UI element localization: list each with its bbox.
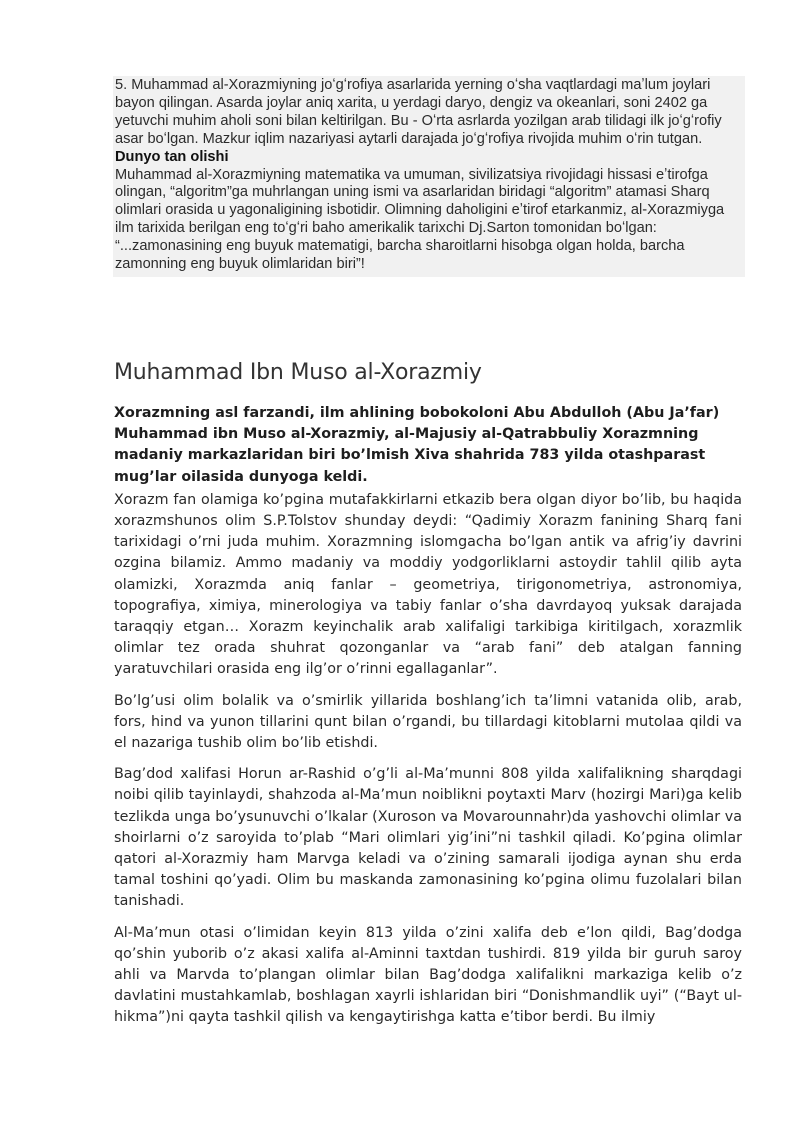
recognition-paragraph: Muhammad al-Xorazmiyning matematika va umuman, sivilizatsiya rivojidagi hissasi eʼtirofga olingan, “algoritm”ga muhrlangan uning ismi va asarlaridan biridagi “algoritm” atamasi Sharq olimlari orasida u yagonaligining isbotidir. Olimning daholigini eʼtirof etarkanmiz, al-Xorazmiyga ilm tarixida berilgan eng toʻgʻri baho amerikalik tarixchi Dj.Sarton tomonidan boʻlgan: “...zamonasining eng buyuk matematigi, barcha sharoitlarni hisobga olgan holda, barcha zamonning eng buyuk olimlaridan biri”! — [115, 166, 725, 273]
lead-paragraph: Xorazmning asl farzandi, ilm ahlining bobokoloni Abu Abdulloh (Abu Ja’far) Muhammad ibn Muso al-Xorazmiy, al-Majusiy al-Qatrabbuliy Xorazmning madaniy markazlaridan biri bo’lmish Xiva shahrida 783 yilda otashparast mug’lar oilasida dunyoga keldi. — [114, 405, 720, 485]
recognition-subheading: Dunyo tan olishi — [115, 148, 229, 165]
body-paragraph-3: Bag’dod xalifasi Horun ar-Rashid o’g’li al-Ma’munni 808 yilda xalifalikning sharqdagi noibi qilib tayinlaydi, shahzoda al-Ma’mun noiblikni poytaxti Marv (hozirgi Mari)ga kelib tezlikda unga bo’ysunuvchi o’lkalar (Xuroson va Movarounnahr)da yashovchi olimlar va shoirlarni o’z saroyida to’plab “Mari olimlari yig’ini”ni tashkil qiladi. Ko’pgina olimlar qatori al-Xorazmiy ham Marvga keladi va o’zining samarali ijodiga aynan shu erda tamal toshini qo’yadi. Olim bu maskanda zamonasining ko’pgina olimu fuzolalari bilan tanishadi. — [114, 766, 742, 910]
body-paragraph-4: Al-Ma’mun otasi o’limidan keyin 813 yilda o’zini xalifa deb e’lon qildi, Bag’dodga qo’shin yuborib o’z akasi xalifa al-Aminni taxtdan tushirdi. 819 yilda bir guruh saroy ahli va Marvda to’plangan olimlar bilan Bag’dodga xalifalikni markaziga kelib o’z davlatini mustahkamlab, boshlagan xayrli ishlaridan biri “Donishmandlik uyi” (“Bayt ul-hikma”)ni qayta tashkil qilish va kengaytirishga katta e’tibor berdi. Bu ilmiy — [114, 924, 742, 1026]
body-paragraph-1: Xorazm fan olamiga ko’pgina mutafakkirlarni etkazib bera olgan diyor bo’lib, bu haqida xorazmshunos olim S.P.Tolstov shunday deydi: “Qadimiy Xorazm fanining Sharq fani tarixidagi o’rni juda muhim. Xorazmning islomgacha bo’lgan antik va afrig’iy davrini ozgina bilamiz. Ammo madaniy va moddiy yodgorliklarni astoydir tahlil qilib ayta olamizki, Xorazmda aniq fanlar – geometriya, tirigonometriya, astronomiya, topografiya, ximiya, minerologiya va tabiy fanlar o’sha davrdayoq yuksak darajada taraqqiy etgan… Xorazm keyinchalik arab xalifaligi tarkibiga kiritilgach, xorazmlik olimlar tez orada shuhrat qozonganlar va “arab fani” deb atalgan fanning yaratuvchilari orasida eng ilg’or o’rinni egallaganlar”. — [114, 491, 742, 678]
geography-paragraph: 5. Muhammad al-Xorazmiyning joʻgʻrofiya asarlarida yerning oʻsha vaqtlardagi maʼlum joylari bayon qilingan. Asarda joylar aniq xarita, u yerdagi daryo, dengiz va okeanlari, soni 2402 ga yetuvchi muhim aholi soni bilan keltirilgan. Bu - Oʻrta asrlarda yozilgan arab tilidagi ilk joʻgʻrofiy asar boʻlgan. Mazkur iqlim nazariyasi aytarli darajada joʻgʻrofiya rivojida muhim oʻrin tutgan. — [115, 77, 722, 147]
body-paragraph-2: Bo’lg’usi olim bolalik va o’smirlik yillarida boshlang’ich ta’limni vatanida olib, arab, fors, hind va yunon tillarini qunt bilan o’rgandi, bu tillardagi kitoblarni mutolaa qildi va el nazariga tushib olim bo’lib etishdi. — [114, 692, 742, 752]
article-title: Muhammad Ibn Muso al-Xorazmiy — [114, 360, 482, 385]
article-body — [114, 403, 742, 1039]
quoted-text-block — [113, 76, 745, 277]
